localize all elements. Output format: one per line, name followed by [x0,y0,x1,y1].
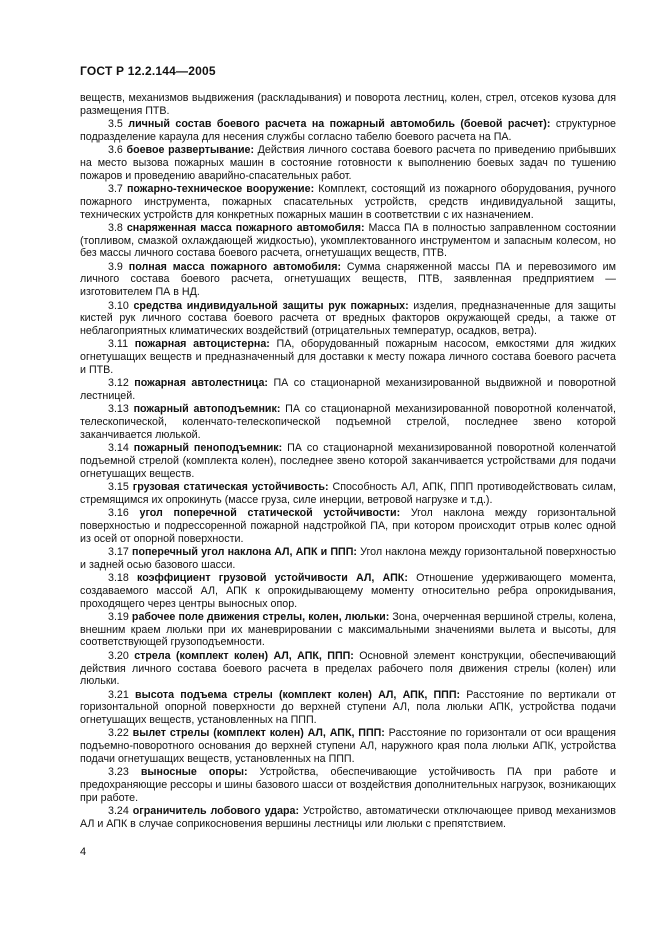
definition-paragraph [80,689,616,727]
definition-text: Масса ПА в полностью заправленном состоянии (топливом, смазкой охлаждающей жидкостью), укомплектованного инструментом и запасным колесом, но без массы личного состава боевого расчета, огнетушащих веществ, ПТВ. [80,221,616,260]
defined-term: пожарная автоцистерна: [134,338,270,351]
defined-term: угол поперечной статической устойчивости: [139,507,401,520]
definition-text: Устройства, обеспечивающие устойчивость ПА при работе и предохраняющие рессоры и шины базового шасси от воздействия дополнительных нагрузок, возникающих при работе. [80,766,616,804]
definition-text: ПА, оборудованный пожарным насосом, емкостями для жидких огнетушащих веществ и предназначенный для доставки к месту пожара личного состава боевого расчета и ПТВ. [80,338,616,376]
page-number: 4 [80,846,87,858]
continuation-paragraph: веществ, механизмов выдвижения (раскладывания) и поворота лестниц, колен, стрел, отсеков кузова для размещения ПТВ. [80,92,616,117]
definition-text: ПА со стационарной механизированной поворотной коленчатой, телескопической, коленчато-телескопической подъемной стрелой, последнее звено которой заканчивается люлькой. [80,403,616,441]
definition-text: структурное подразделение караула для несения службы согласно табелю боевого расчета на ПА. [80,118,616,143]
definition-text: Зона, очерченная вершиной стрелы, колена, внешним краем люльки при их маневрировании с максимальными значениями вылета и высоты, для соответствующей грузоподъемности. [80,610,616,649]
definition-paragraph [80,300,616,338]
definition-text: Действия личного состава боевого расчета по приведению прибывших на место вызова пожарных машин в состояние готовности к выполнению боевых задач по тушению пожаров и проведению аварийно-спасательных работ. [80,144,616,182]
clause-number: 3.14 [108,442,129,455]
clause-number: 3.16 [108,507,129,520]
definition-text: Комплект, состоящий из пожарного оборудования, ручного пожарного инструмента, пожарных спасательных устройств, средств индивидуальной защиты, технических устройств для конкретных пожарных машин в соответствии с их назначением. [80,183,616,221]
definition-text: Устройство, автоматически отключающее привод механизмов АЛ и АПК в случае соприкосновения вершины лестницы или люльки с препятствием. [80,805,616,830]
defined-term: полная масса пожарного автомобиля: [128,260,342,273]
clause-number: 3.23 [108,766,129,779]
clause-number: 3.8 [108,221,123,234]
defined-term: снаряженная масса пожарного автомобиля: [126,221,365,234]
definition-text: Угол наклона между горизонтальной поверхностью и задней осью базового шасси. [80,545,616,571]
definition-text: Отношение удерживающего момента, создаваемого массой АЛ, АПК к опрокидывающему моменту относительно ребра опрокидывания, проходящего через центры выносных опор. [80,572,616,610]
defined-term: пожарная автолестница: [134,377,268,390]
defined-term: вылет стрелы (комплект колен) АЛ, АПК, ППП: [132,727,385,740]
document-body [80,92,616,831]
defined-term: пожарный автоподъемник: [133,403,281,416]
definition-paragraph [80,805,616,831]
definition-text: изделия, предназначенные для защиты кистей рук личного состава боевого расчета от вредных факторов окружающей среды, а также от неблагоприятных климатических воздействий (отрицательных температур, осадков, ветра). [80,299,616,338]
definition-paragraph [80,507,616,545]
page-header-standard-number: ГОСТ Р 12.2.144—2005 [80,64,216,78]
definition-paragraph [80,727,616,765]
defined-term: рабочее поле движения стрелы, колен, люльки: [131,610,390,623]
clause-number: 3.7 [108,183,123,196]
definition-paragraph [80,442,616,480]
definition-text: Способность АЛ, АПК, ППП противодействовать силам, стремящимся их опрокинуть (массе груза, силе инерции, ветровой нагрузке и т.д.). [80,481,616,506]
clause-number: 3.9 [108,260,123,273]
clause-number: 3.15 [108,481,129,494]
definition-paragraph [80,403,616,441]
clause-number: 3.19 [108,610,129,623]
defined-term: боевое развертывание: [126,144,255,157]
definition-text: ПА со стационарной механизированной поворотной коленчатой подъемной стрелой (комплекта колен), последнее звено которой заканчивается устройствами для подачи огнетушащих веществ. [80,442,616,480]
definition-paragraph [80,144,616,182]
defined-term: пожарно-техническое вооружение: [126,183,315,196]
clause-number: 3.21 [108,688,129,701]
defined-term: личный состав боевого расчета на пожарный автомобиль (боевой расчет): [128,118,551,131]
definition-paragraph [80,222,616,260]
defined-term: коэффициент грузовой устойчивости АЛ, АПК: [137,572,408,585]
definition-paragraph [80,261,616,299]
defined-term: выносные опоры: [140,766,248,779]
defined-term: стрела (комплект колен) АЛ, АПК, ППП: [134,649,354,662]
clause-number: 3.22 [108,727,129,740]
definition-text: Расстояние по вертикали от горизонтальной опорной поверхности до верхней ступени АЛ, пола люльки АПК, устройства подачи огнетушащих веществ, установленных на ППП. [80,688,616,727]
definition-text: Сумма снаряженной массы ПА и перевозимого им личного состава боевого расчета, огнетушащих веществ, ПТВ, заявленная предприятием — изготовителем ПА в НД. [80,260,616,299]
definition-paragraph [80,377,616,403]
defined-term: поперечный угол наклона АЛ, АПК и ППП: [131,545,357,558]
clause-number: 3.6 [108,144,123,157]
definition-paragraph [80,611,616,649]
clause-number: 3.11 [108,338,129,351]
definition-paragraph [80,183,616,221]
definition-paragraph [80,118,616,144]
defined-term: пожарный пеноподъемник: [133,442,283,455]
defined-term: высота подъема стрелы (комплект колен) АЛ, АПК, ППП: [135,688,461,701]
definition-paragraph [80,650,616,688]
definition-text: Расстояние по горизонтали от оси вращения подъемно-поворотного основания до верхней ступени АЛ, наружного края пола люльки АПК, устройства подачи огнетушащих веществ, установленных на ППП. [80,727,616,765]
clause-number: 3.18 [108,572,129,585]
defined-term: грузовая статическая устойчивость: [132,481,329,494]
definition-paragraph [80,481,616,507]
definition-paragraph [80,766,616,804]
definition-paragraph [80,546,616,572]
clause-number: 3.5 [108,118,123,131]
definition-text: ПА со стационарной механизированной выдвижной и поворотной лестницей. [80,377,616,402]
definition-paragraph [80,572,616,610]
clause-number: 3.12 [108,377,129,390]
definition-text: Угол наклона между горизонтальной поверхностью и подрессоренной пожарной надстройкой ПА, при котором происходит отрыв колес одной из осей от опорной поверхности. [80,507,616,545]
defined-term: ограничитель лобового удара: [132,805,300,818]
definition-paragraph [80,338,616,376]
clause-number: 3.17 [108,545,129,558]
definition-text: Основной элемент конструкции, обеспечивающий действия личного состава боевого расчета в пределах рабочего поля движения стрелы (колен) или люльки. [80,649,616,688]
clause-number: 3.10 [108,299,129,312]
clause-number: 3.20 [108,649,129,662]
clause-number: 3.13 [108,403,129,416]
clause-number: 3.24 [108,805,129,818]
defined-term: средства индивидуальной защиты рук пожарных: [133,299,409,312]
